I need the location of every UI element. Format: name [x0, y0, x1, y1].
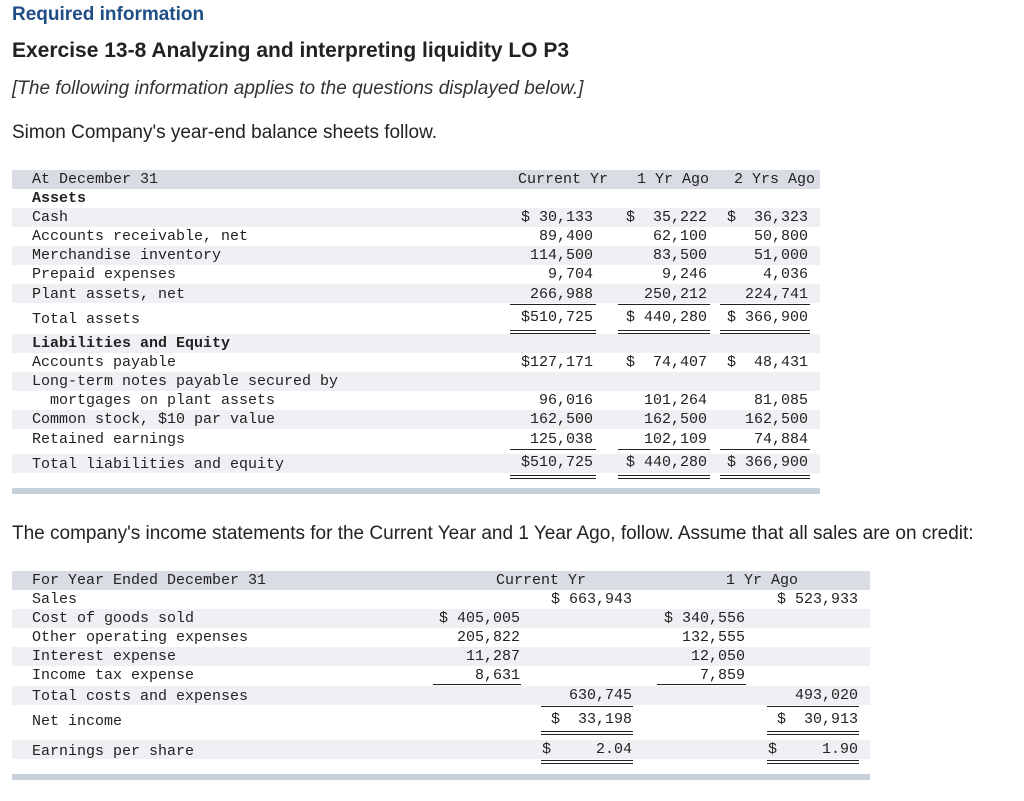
cell-2yr: 50,800: [753, 228, 808, 245]
cell-1yr: 162,500: [643, 411, 707, 428]
cell-current: $ 30,133: [520, 209, 593, 226]
row-label: Other operating expenses: [32, 629, 249, 646]
cell-2yr: 51,000: [753, 247, 808, 264]
cogs-1yr: $ 340,556: [663, 610, 745, 627]
double-underline: [767, 731, 859, 735]
total-costs-1yr: 493,020: [794, 687, 858, 704]
required-info-heading: Required information: [12, 4, 205, 25]
is-col-1yr: 1 Yr Ago: [726, 572, 799, 589]
row-label: Cash: [32, 209, 69, 226]
opex-current: 205,822: [456, 629, 520, 646]
cell-current: 9,704: [547, 266, 593, 283]
net-income-current: $ 33,198: [550, 711, 632, 728]
total-assets-1yr: $ 440,280: [625, 309, 707, 326]
cell-1yr: 62,100: [652, 228, 707, 245]
sales-current: $ 663,943: [550, 591, 632, 608]
underline: [510, 449, 596, 450]
double-underline: [720, 475, 810, 479]
cell-current: 114,500: [529, 247, 593, 264]
cell-1yr: 101,264: [643, 392, 707, 409]
underline: [767, 706, 859, 707]
double-underline: [618, 475, 710, 479]
cell-current: 125,038: [529, 431, 593, 448]
tax-current: 8,631: [474, 667, 520, 684]
cell-1yr: 250,212: [643, 286, 707, 303]
cell-current: 266,988: [529, 286, 593, 303]
underline: [433, 684, 521, 685]
row-label: Accounts payable: [32, 354, 177, 371]
income-statement-intro: The company's income statements for the Current Year and 1 Year Ago, follow. Assume that all sales are on credit:: [12, 523, 974, 544]
row-label: mortgages on plant assets: [50, 392, 276, 409]
exercise-title: Exercise 13-8 Analyzing and interpreting liquidity LO P3: [12, 39, 570, 62]
row-label: Net income: [32, 713, 123, 730]
eps-1yr: $ 1.90: [767, 741, 858, 758]
cell-current: 89,400: [538, 228, 593, 245]
total-le-1yr: $ 440,280: [625, 454, 707, 471]
cell-2yr: 162,500: [744, 411, 808, 428]
row-label: Interest expense: [32, 648, 177, 665]
cell-current: $127,171: [520, 354, 593, 371]
cell-2yr: 81,085: [753, 392, 808, 409]
row-label: Earnings per share: [32, 743, 195, 760]
cell-1yr: 102,109: [643, 431, 707, 448]
is-col-label: For Year Ended December 31: [32, 572, 267, 589]
row-label: Merchandise inventory: [32, 247, 222, 264]
interest-1yr: 12,050: [690, 648, 745, 665]
row-label: Common stock, $10 par value: [32, 411, 276, 428]
instructions-note: [The following information applies to the questions displayed below.]: [12, 78, 584, 99]
bs-col-2yr: 2 Yrs Ago: [733, 171, 815, 188]
total-assets-2yr: $ 366,900: [726, 309, 808, 326]
double-underline: [720, 330, 810, 334]
underline: [618, 304, 710, 305]
total-costs-current: 630,745: [568, 687, 632, 704]
assets-heading: Assets: [32, 190, 87, 207]
row-label: Retained earnings: [32, 431, 186, 448]
double-underline: [618, 330, 710, 334]
row-label: Income tax expense: [32, 667, 195, 684]
row-label: Total costs and expenses: [32, 688, 249, 705]
bs-col-1yr: 1 Yr Ago: [636, 171, 709, 188]
underline: [720, 449, 810, 450]
underline: [510, 304, 596, 305]
tax-1yr: 7,859: [699, 667, 745, 684]
is-col-current: Current Yr: [496, 572, 587, 589]
cell-1yr: $ 74,407: [625, 354, 707, 371]
cell-current: 96,016: [538, 392, 593, 409]
eps-current: $ 2.04: [541, 741, 632, 758]
is-bottom-bar: [12, 774, 870, 780]
bs-bottom-bar: [12, 488, 820, 494]
total-le-label: Total liabilities and equity: [32, 456, 285, 473]
double-underline: [541, 731, 633, 735]
liabilities-heading: Liabilities and Equity: [32, 335, 231, 352]
cell-2yr: 224,741: [744, 286, 808, 303]
row-label: Cost of goods sold: [32, 610, 195, 627]
sales-1yr: $ 523,933: [776, 591, 858, 608]
cell-2yr: $ 36,323: [726, 209, 808, 226]
row-label: Plant assets, net: [32, 286, 186, 303]
row-label: Sales: [32, 591, 78, 608]
double-underline: [541, 760, 633, 764]
cell-1yr: 83,500: [652, 247, 707, 264]
double-underline: [510, 475, 596, 479]
underline: [541, 706, 633, 707]
underline: [720, 304, 810, 305]
cell-2yr: 74,884: [753, 431, 808, 448]
balance-sheet-intro: Simon Company's year-end balance sheets follow.: [12, 122, 438, 143]
total-le-current: $510,725: [520, 454, 593, 471]
bs-col-current: Current Yr: [517, 171, 608, 188]
cell-current: 162,500: [529, 411, 593, 428]
cell-1yr: $ 35,222: [625, 209, 707, 226]
underline: [657, 684, 746, 685]
interest-current: 11,287: [465, 648, 520, 665]
cell-1yr: 9,246: [661, 266, 707, 283]
cell-2yr: 4,036: [762, 266, 808, 283]
opex-1yr: 132,555: [681, 629, 745, 646]
total-assets-current: $510,725: [520, 309, 593, 326]
row-label: Long-term notes payable secured by: [32, 373, 339, 390]
double-underline: [767, 760, 859, 764]
total-le-2yr: $ 366,900: [726, 454, 808, 471]
underline: [618, 449, 710, 450]
double-underline: [510, 330, 596, 334]
net-income-1yr: $ 30,913: [776, 711, 858, 728]
cogs-current: $ 405,005: [438, 610, 520, 627]
cell-2yr: $ 48,431: [726, 354, 808, 371]
total-assets-label: Total assets: [32, 311, 141, 328]
row-label: Prepaid expenses: [32, 266, 177, 283]
row-label: Accounts receivable, net: [32, 228, 249, 245]
bs-col-label: At December 31: [32, 171, 159, 188]
